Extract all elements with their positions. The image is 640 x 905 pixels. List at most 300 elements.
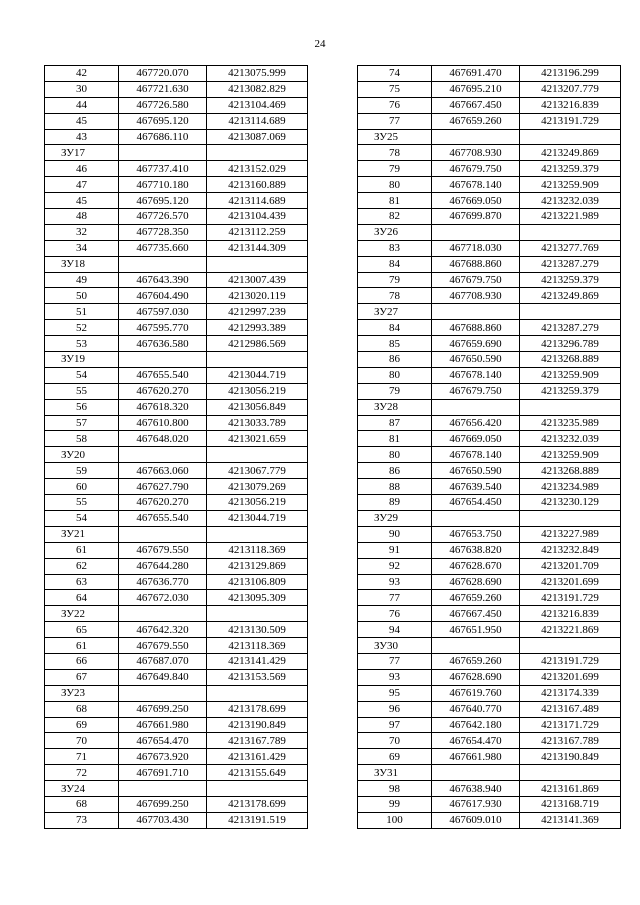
x-coordinate-cell: 467659.260 [432,653,520,669]
table-row [358,66,621,82]
y-coordinate-cell: 4213144.309 [207,240,308,256]
y-coordinate-cell: 4212986.569 [207,336,308,352]
point-number-cell: 85 [358,336,432,352]
y-coordinate-cell: 4213021.659 [207,431,308,447]
x-coordinate-cell: 467695.210 [432,81,520,97]
parcel-group-row [45,606,308,622]
y-coordinate-cell: 4213234.989 [520,479,621,495]
empty-cell [207,685,308,701]
parcel-group-row [358,224,621,240]
parcel-group-row [45,447,308,463]
table-row [45,765,308,781]
x-coordinate-cell: 467654.470 [432,733,520,749]
empty-cell [520,224,621,240]
table-row [358,590,621,606]
parcel-label: ЗУ24 [45,781,119,797]
x-coordinate-cell: 467638.820 [432,542,520,558]
point-number-cell: 84 [358,320,432,336]
parcel-label: ЗУ23 [45,685,119,701]
x-coordinate-cell: 467708.930 [432,288,520,304]
parcel-label: ЗУ27 [358,304,432,320]
empty-cell [119,256,207,272]
point-number-cell: 77 [358,653,432,669]
point-number-cell: 60 [45,479,119,495]
table-row [45,622,308,638]
parcel-label: ЗУ26 [358,224,432,240]
coordinates-table-right [357,65,621,829]
y-coordinate-cell: 4213044.719 [207,367,308,383]
x-coordinate-cell: 467673.920 [119,749,207,765]
table-row [358,193,621,209]
point-number-cell: 88 [358,479,432,495]
x-coordinate-cell: 467655.540 [119,510,207,526]
empty-cell [119,781,207,797]
point-number-cell: 48 [45,209,119,225]
x-coordinate-cell: 467618.320 [119,399,207,415]
point-number-cell: 64 [45,590,119,606]
x-coordinate-cell: 467679.550 [119,638,207,654]
point-number-cell: 46 [45,161,119,177]
point-number-cell: 32 [45,224,119,240]
table-row [45,161,308,177]
y-coordinate-cell: 4213178.699 [207,701,308,717]
y-coordinate-cell: 4213191.729 [520,653,621,669]
point-number-cell: 61 [45,542,119,558]
x-coordinate-cell: 467667.450 [432,97,520,113]
x-coordinate-cell: 467695.120 [119,113,207,129]
x-coordinate-cell: 467650.590 [432,463,520,479]
point-number-cell: 65 [45,622,119,638]
y-coordinate-cell: 4213167.489 [520,701,621,717]
table-row [358,415,621,431]
point-number-cell: 61 [45,638,119,654]
y-coordinate-cell: 4213161.869 [520,781,621,797]
table-row [358,161,621,177]
y-coordinate-cell: 4213044.719 [207,510,308,526]
x-coordinate-cell: 467669.050 [432,431,520,447]
x-coordinate-cell: 467672.030 [119,590,207,606]
table-row [358,733,621,749]
point-number-cell: 93 [358,574,432,590]
y-coordinate-cell: 4213201.699 [520,669,621,685]
x-coordinate-cell: 467661.980 [119,717,207,733]
y-coordinate-cell: 4213201.699 [520,574,621,590]
point-number-cell: 42 [45,66,119,82]
empty-cell [520,304,621,320]
y-coordinate-cell: 4213221.869 [520,622,621,638]
table-row [45,669,308,685]
point-number-cell: 83 [358,240,432,256]
x-coordinate-cell: 467710.180 [119,177,207,193]
table-row [45,367,308,383]
y-coordinate-cell: 4213056.219 [207,495,308,511]
point-number-cell: 56 [45,399,119,415]
point-number-cell: 71 [45,749,119,765]
table-row [45,796,308,812]
parcel-label: ЗУ28 [358,399,432,415]
y-coordinate-cell: 4213216.839 [520,606,621,622]
x-coordinate-cell: 467687.070 [119,653,207,669]
x-coordinate-cell: 467627.790 [119,479,207,495]
point-number-cell: 78 [358,145,432,161]
x-coordinate-cell: 467667.450 [432,606,520,622]
table-row [358,717,621,733]
point-number-cell: 97 [358,717,432,733]
y-coordinate-cell: 4213087.069 [207,129,308,145]
x-coordinate-cell: 467737.410 [119,161,207,177]
table-row [358,495,621,511]
x-coordinate-cell: 467699.250 [119,796,207,812]
empty-cell [432,129,520,145]
x-coordinate-cell: 467726.570 [119,209,207,225]
point-number-cell: 77 [358,113,432,129]
y-coordinate-cell: 4213129.869 [207,558,308,574]
point-number-cell: 49 [45,272,119,288]
y-coordinate-cell: 4213104.439 [207,209,308,225]
table-row [45,558,308,574]
x-coordinate-cell: 467686.110 [119,129,207,145]
parcel-label: ЗУ25 [358,129,432,145]
point-number-cell: 84 [358,256,432,272]
point-number-cell: 94 [358,622,432,638]
x-coordinate-cell: 467691.710 [119,765,207,781]
point-number-cell: 45 [45,193,119,209]
empty-cell [207,781,308,797]
point-number-cell: 80 [358,447,432,463]
point-number-cell: 86 [358,463,432,479]
table-row [358,288,621,304]
x-coordinate-cell: 467620.270 [119,495,207,511]
table-row [358,653,621,669]
table-row [45,193,308,209]
x-coordinate-cell: 467659.260 [432,590,520,606]
y-coordinate-cell: 4213196.299 [520,66,621,82]
table-row [358,526,621,542]
point-number-cell: 54 [45,510,119,526]
y-coordinate-cell: 4213168.719 [520,796,621,812]
y-coordinate-cell: 4213095.309 [207,590,308,606]
point-number-cell: 76 [358,97,432,113]
y-coordinate-cell: 4213259.909 [520,447,621,463]
table-row [358,320,621,336]
table-row [358,97,621,113]
y-coordinate-cell: 4213167.789 [207,733,308,749]
y-coordinate-cell: 4213277.769 [520,240,621,256]
y-coordinate-cell: 4213201.709 [520,558,621,574]
table-row [45,272,308,288]
point-number-cell: 51 [45,304,119,320]
y-coordinate-cell: 4213207.779 [520,81,621,97]
empty-cell [520,399,621,415]
table-row [358,685,621,701]
y-coordinate-cell: 4213118.369 [207,638,308,654]
empty-cell [520,638,621,654]
point-number-cell: 96 [358,701,432,717]
point-number-cell: 74 [358,66,432,82]
point-number-cell: 98 [358,781,432,797]
table-row [358,367,621,383]
point-number-cell: 43 [45,129,119,145]
x-coordinate-cell: 467628.690 [432,574,520,590]
x-coordinate-cell: 467638.940 [432,781,520,797]
y-coordinate-cell: 4213079.269 [207,479,308,495]
point-number-cell: 99 [358,796,432,812]
y-coordinate-cell: 4213259.909 [520,177,621,193]
x-coordinate-cell: 467619.760 [432,685,520,701]
point-number-cell: 55 [45,495,119,511]
y-coordinate-cell: 4213174.339 [520,685,621,701]
x-coordinate-cell: 467628.670 [432,558,520,574]
table-row [45,590,308,606]
point-number-cell: 69 [358,749,432,765]
point-number-cell: 69 [45,717,119,733]
table-row [358,796,621,812]
empty-cell [119,352,207,368]
y-coordinate-cell: 4213191.729 [520,590,621,606]
table-row [45,415,308,431]
y-coordinate-cell: 4213259.379 [520,272,621,288]
y-coordinate-cell: 4213152.029 [207,161,308,177]
y-coordinate-cell: 4213232.039 [520,431,621,447]
y-coordinate-cell: 4213190.849 [207,717,308,733]
table-row [358,113,621,129]
y-coordinate-cell: 4213190.849 [520,749,621,765]
table-row [358,574,621,590]
table-row [45,638,308,654]
empty-cell [432,304,520,320]
point-number-cell: 66 [45,653,119,669]
parcel-label: ЗУ18 [45,256,119,272]
empty-cell [119,447,207,463]
y-coordinate-cell: 4213130.509 [207,622,308,638]
parcel-group-row [358,765,621,781]
y-coordinate-cell: 4213033.789 [207,415,308,431]
y-coordinate-cell: 4213141.369 [520,812,621,828]
x-coordinate-cell: 467669.050 [432,193,520,209]
point-number-cell: 81 [358,193,432,209]
parcel-group-row [45,781,308,797]
point-number-cell: 82 [358,209,432,225]
x-coordinate-cell: 467718.030 [432,240,520,256]
point-number-cell: 86 [358,352,432,368]
point-number-cell: 79 [358,161,432,177]
table-row [358,622,621,638]
point-number-cell: 79 [358,383,432,399]
table-row [45,224,308,240]
table-row [358,701,621,717]
x-coordinate-cell: 467735.660 [119,240,207,256]
table-row [358,558,621,574]
x-coordinate-cell: 467610.800 [119,415,207,431]
x-coordinate-cell: 467628.690 [432,669,520,685]
x-coordinate-cell: 467678.140 [432,177,520,193]
x-coordinate-cell: 467679.750 [432,383,520,399]
point-number-cell: 70 [45,733,119,749]
point-number-cell: 92 [358,558,432,574]
x-coordinate-cell: 467653.750 [432,526,520,542]
parcel-label: ЗУ20 [45,447,119,463]
y-coordinate-cell: 4213155.649 [207,765,308,781]
table-row [358,352,621,368]
point-number-cell: 72 [45,765,119,781]
y-coordinate-cell: 4213075.999 [207,66,308,82]
y-coordinate-cell: 4213167.789 [520,733,621,749]
page-number: 24 [314,38,326,50]
y-coordinate-cell: 4213249.869 [520,288,621,304]
x-coordinate-cell: 467604.490 [119,288,207,304]
table-row [45,81,308,97]
empty-cell [119,685,207,701]
point-number-cell: 58 [45,431,119,447]
y-coordinate-cell: 4213216.839 [520,97,621,113]
x-coordinate-cell: 467649.840 [119,669,207,685]
x-coordinate-cell: 467609.010 [432,812,520,828]
x-coordinate-cell: 467636.770 [119,574,207,590]
table-row [358,272,621,288]
empty-cell [432,224,520,240]
parcel-label: ЗУ17 [45,145,119,161]
x-coordinate-cell: 467663.060 [119,463,207,479]
table-row [358,463,621,479]
x-coordinate-cell: 467688.860 [432,256,520,272]
y-coordinate-cell: 4213007.439 [207,272,308,288]
x-coordinate-cell: 467642.180 [432,717,520,733]
x-coordinate-cell: 467654.470 [119,733,207,749]
y-coordinate-cell: 4213232.849 [520,542,621,558]
parcel-group-row [358,304,621,320]
table-row [45,97,308,113]
table-row [45,510,308,526]
y-coordinate-cell: 4213191.519 [207,812,308,828]
empty-cell [432,510,520,526]
y-coordinate-cell: 4213296.789 [520,336,621,352]
table-row [358,812,621,828]
table-row [358,542,621,558]
point-number-cell: 67 [45,669,119,685]
x-coordinate-cell: 467728.350 [119,224,207,240]
table-row [358,177,621,193]
table-row [45,336,308,352]
table-row [45,66,308,82]
table-row [358,431,621,447]
table-row [45,495,308,511]
point-number-cell: 68 [45,796,119,812]
table-row [358,383,621,399]
empty-cell [520,510,621,526]
point-number-cell: 52 [45,320,119,336]
point-number-cell: 59 [45,463,119,479]
point-number-cell: 79 [358,272,432,288]
y-coordinate-cell: 4213249.869 [520,145,621,161]
x-coordinate-cell: 467659.690 [432,336,520,352]
x-coordinate-cell: 467648.020 [119,431,207,447]
x-coordinate-cell: 467678.140 [432,447,520,463]
table-row [358,447,621,463]
table-row [358,669,621,685]
point-number-cell: 55 [45,383,119,399]
point-number-cell: 76 [358,606,432,622]
point-number-cell: 77 [358,590,432,606]
empty-cell [432,638,520,654]
table-row [45,701,308,717]
table-row [45,209,308,225]
point-number-cell: 68 [45,701,119,717]
table-row [358,749,621,765]
x-coordinate-cell: 467678.140 [432,367,520,383]
y-coordinate-cell: 4213112.259 [207,224,308,240]
y-coordinate-cell: 4213141.429 [207,653,308,669]
x-coordinate-cell: 467688.860 [432,320,520,336]
y-coordinate-cell: 4213235.989 [520,415,621,431]
y-coordinate-cell: 4213287.279 [520,320,621,336]
x-coordinate-cell: 467639.540 [432,479,520,495]
x-coordinate-cell: 467640.770 [432,701,520,717]
empty-cell [119,606,207,622]
y-coordinate-cell: 4213106.809 [207,574,308,590]
point-number-cell: 73 [45,812,119,828]
point-number-cell: 95 [358,685,432,701]
point-number-cell: 80 [358,367,432,383]
table-row [45,113,308,129]
empty-cell [520,765,621,781]
point-number-cell: 34 [45,240,119,256]
table-row [45,574,308,590]
y-coordinate-cell: 4213191.729 [520,113,621,129]
empty-cell [207,447,308,463]
y-coordinate-cell: 4213227.989 [520,526,621,542]
x-coordinate-cell: 467679.550 [119,542,207,558]
point-number-cell: 87 [358,415,432,431]
y-coordinate-cell: 4213259.909 [520,367,621,383]
table-row [45,431,308,447]
empty-cell [207,606,308,622]
table-row [358,606,621,622]
point-number-cell: 44 [45,97,119,113]
table-row [45,749,308,765]
x-coordinate-cell: 467720.070 [119,66,207,82]
y-coordinate-cell: 4213114.689 [207,193,308,209]
x-coordinate-cell: 467650.590 [432,352,520,368]
y-coordinate-cell: 4213153.569 [207,669,308,685]
x-coordinate-cell: 467643.390 [119,272,207,288]
table-row [45,320,308,336]
x-coordinate-cell: 467597.030 [119,304,207,320]
x-coordinate-cell: 467651.950 [432,622,520,638]
x-coordinate-cell: 467679.750 [432,272,520,288]
table-row [45,479,308,495]
parcel-group-row [45,256,308,272]
point-number-cell: 93 [358,669,432,685]
x-coordinate-cell: 467655.540 [119,367,207,383]
parcel-group-row [358,399,621,415]
y-coordinate-cell: 4213230.129 [520,495,621,511]
x-coordinate-cell: 467644.280 [119,558,207,574]
empty-cell [119,526,207,542]
table-row [45,717,308,733]
y-coordinate-cell: 4213259.379 [520,161,621,177]
y-coordinate-cell: 4213259.379 [520,383,621,399]
empty-cell [207,256,308,272]
x-coordinate-cell: 467726.580 [119,97,207,113]
empty-cell [207,526,308,542]
point-number-cell: 90 [358,526,432,542]
table-row [45,383,308,399]
y-coordinate-cell: 4213171.729 [520,717,621,733]
x-coordinate-cell: 467679.750 [432,161,520,177]
table-row [45,542,308,558]
x-coordinate-cell: 467642.320 [119,622,207,638]
empty-cell [520,129,621,145]
